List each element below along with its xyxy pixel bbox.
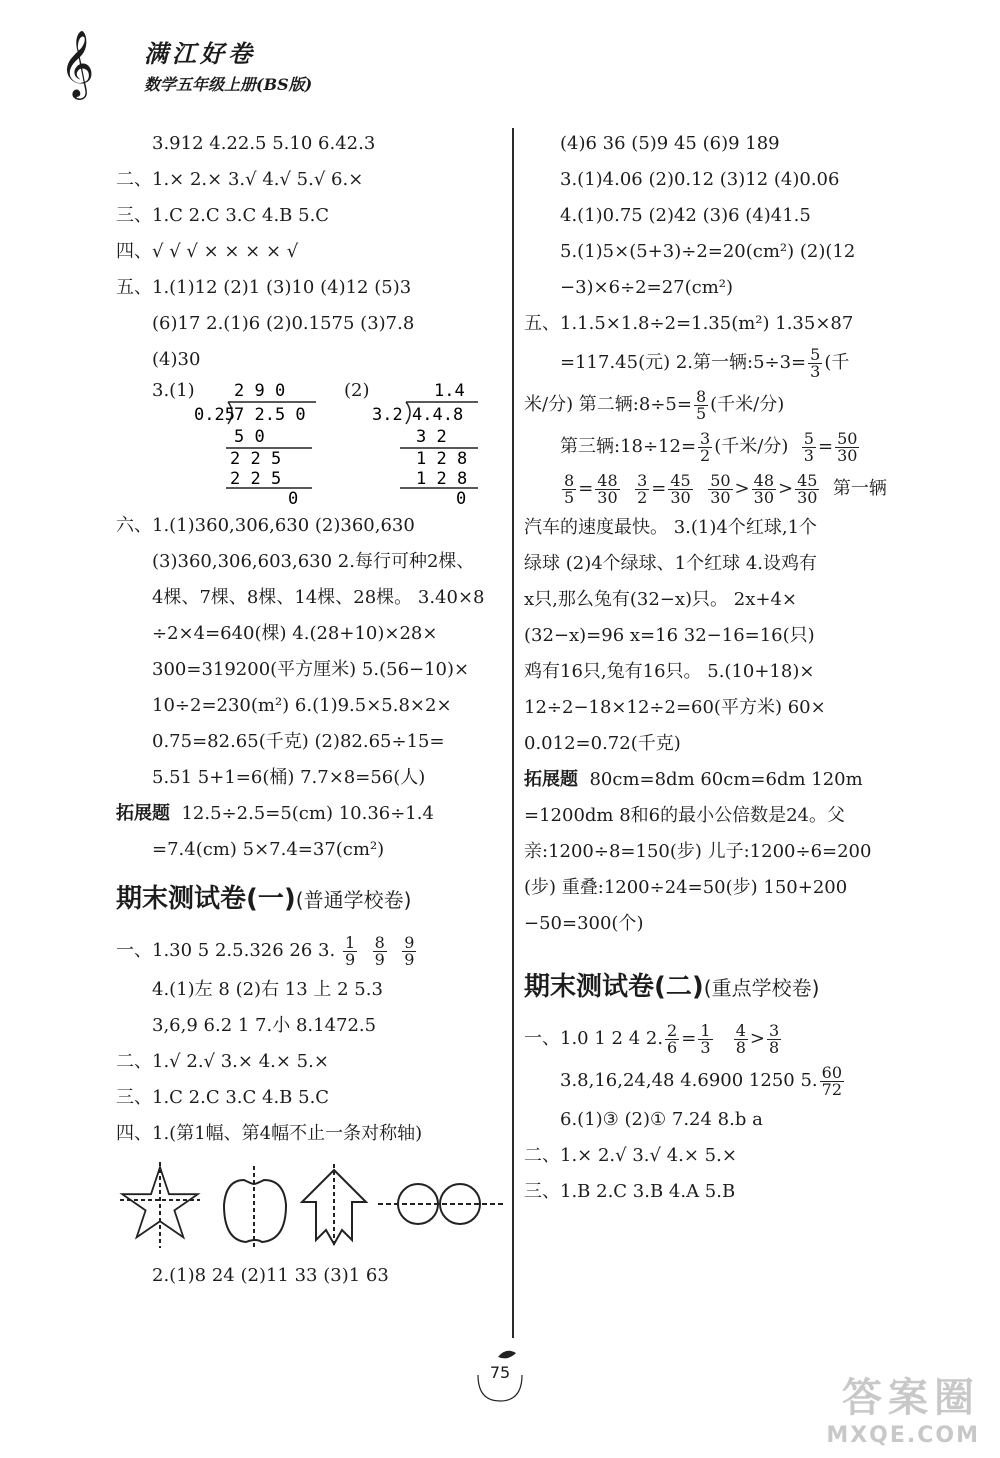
answer-line: 三、1.C 2.C 3.C 4.B 5.C [116, 205, 330, 226]
fraction: $\frac{60}{72}$ [821, 1062, 842, 1099]
step: 3 2 [416, 427, 447, 447]
answer-line: 一、1.0 1 2 4 2. $\frac{2}{6}$ = $\frac{1}{3}$ $\frac{4}{8}$ > $\frac{3}{8}$ [524, 1020, 780, 1057]
answer-line: 5.51 5+1=6(桶) 7.7×8=56(人) [152, 767, 426, 788]
answer-line: 五、1.(1)12 (2)1 (3)10 (4)12 (5)3 [116, 277, 412, 298]
answer-line [524, 342, 924, 384]
fraction: $\frac{3}{2}$ [637, 470, 648, 507]
step: 1 2 8 [416, 469, 468, 489]
fraction: $\frac{50}{30}$ [710, 470, 731, 507]
answer-line: 第三辆:18÷12= $\frac{3}{2}$ (千米/分) $\frac{5}{3}$ = $\frac{50}{30}$ [560, 428, 858, 465]
answer-line [524, 384, 924, 426]
apple-figure [224, 1166, 286, 1248]
answer-line [524, 1060, 924, 1102]
fraction: $\frac{48}{30}$ [753, 470, 774, 507]
answer-line: (4)6 36 (5)9 45 (6)9 189 [560, 133, 780, 154]
answer-line: 10÷2=230(m²) 6.(1)9.5×5.8×2× [152, 695, 452, 716]
answer-line: 0.75=82.65(千克) (2)82.65÷15= [152, 731, 445, 752]
answer-line: 四、√ √ √ × × × × √ [116, 241, 299, 262]
answer-line: 绿球 (2)4个绿球、1个红球 4.设鸡有 [524, 553, 818, 574]
answer-line: 2.(1)8 24 (2)11 33 (3)1 63 [152, 1265, 389, 1286]
answer-line: (4)30 [152, 349, 201, 370]
page-footer [470, 1345, 530, 1405]
answer-text: (千米/分) [710, 394, 785, 415]
answer-line [116, 796, 506, 832]
quotient: 2 9 0 [234, 381, 286, 401]
fraction: $\frac{1}{3}$ [700, 1020, 711, 1057]
answer-line: 鸡有16只,兔有16只。 5.(10+18)× [524, 661, 815, 682]
answer-line: 4棵、7棵、8棵、14棵、28棵。 3.40×8 [152, 587, 485, 608]
answer-line: x只,那么兔有(32−x)只。 2x+4× [524, 589, 797, 610]
fraction: $\frac{8}{9}$ [374, 932, 385, 969]
division-label: 3.(1) [152, 380, 195, 401]
fraction: $\frac{50}{30}$ [837, 428, 858, 465]
fraction: $\frac{45}{30}$ [797, 470, 818, 507]
series-title: 满江好卷 [144, 39, 256, 68]
circles-figure [378, 1184, 504, 1224]
answer-line: =1200dm 8和6的最小公倍数是24。父 [524, 805, 846, 826]
answer-text: =117.45(元) 2.第一辆:5÷3= [560, 352, 807, 373]
fraction: $\frac{3}{8}$ [768, 1020, 780, 1057]
answer-line: 二、1.√ 2.√ 3.× 4.× 5.× [116, 1051, 329, 1072]
fraction: $\frac{2}{6}$ [667, 1020, 678, 1057]
answer-line: 3.912 4.22.5 5.10 6.42.3 [152, 133, 376, 154]
answer-line: −50=300(个) [524, 913, 644, 934]
answer-line: (3)360,306,603,630 2.每行可种2棵、 [152, 551, 475, 572]
remainder: 0 [288, 489, 299, 508]
answer-line [524, 762, 924, 798]
dividend: 4.4.8 [412, 405, 464, 425]
answer-line: 6.(1)③ (2)① 7.24 8.b a [560, 1109, 763, 1130]
answer-line: (步) 重叠:1200÷24=50(步) 150+200 [524, 877, 848, 898]
answer-line: 0.012=0.72(千克) [524, 733, 681, 754]
answer-line: $\frac{8}{5}$ = $\frac{48}{30}$ $\frac{3}{2}$ = $\frac{45}{30}$ $\frac{50}{30}$ > $\frac{48}{30}$ > $\frac{45}{30}$ 第一辆 [564, 470, 887, 507]
answer-line: 3,6,9 6.2 1 7.小 8.1472.5 [152, 1015, 377, 1036]
answer-line: 3.(1)4.06 (2)0.12 (3)12 (4)0.06 [560, 169, 840, 190]
division-one [194, 381, 316, 508]
fraction: $\frac{5}{3}$ [810, 344, 821, 381]
divisor: 0.25 [194, 405, 235, 425]
step: 5 0 [234, 427, 265, 447]
watermark [826, 1366, 980, 1448]
dividend: 7 2.5 0 [234, 405, 306, 425]
section-title-text: 期末测试卷(一) [116, 884, 296, 914]
answer-line: 五、1.1.5×1.8÷2=1.35(m²) 1.35×87 [524, 313, 854, 334]
section-title-note: (普通学校卷) [295, 888, 412, 912]
answer-line: 二、1.× 2.× 3.√ 4.√ 5.√ 6.× [116, 169, 364, 190]
answer-line: (32−x)=96 x=16 32−16=16(只) [524, 625, 815, 646]
answer-line: 汽车的速度最快。 3.(1)4个红球,1个 [524, 517, 818, 538]
answer-line: 4.(1)0.75 (2)42 (3)6 (4)41.5 [560, 205, 811, 226]
step: 2 2 5 [230, 469, 282, 489]
page-header [60, 28, 480, 108]
section-title-exam-two [524, 956, 924, 1018]
answer-text: 一、1.0 1 2 4 2. [524, 1028, 664, 1049]
fraction: $\frac{8}{5}$ [564, 470, 575, 507]
quotient: 1.4 [434, 381, 465, 401]
answer-line [116, 930, 506, 972]
fraction: $\frac{9}{9}$ [404, 932, 415, 969]
watermark-logo: 答案圈 [842, 1375, 980, 1421]
answer-line: ÷2×4=640(棵) 4.(28+10)×28× [152, 623, 438, 644]
music-clef-icon: 𝄞 [60, 29, 95, 97]
answer-line: 三、1.B 2.C 3.B 4.A 5.B [524, 1181, 736, 1202]
symmetry-figures-drawing [116, 1160, 506, 1250]
answer-line: 二、1.× 2.√ 3.√ 4.× 5.× [524, 1145, 737, 1166]
answer-text: 米/分) 第二辆:8÷5= [524, 394, 692, 415]
answer-line: 亲:1200÷8=150(步) 儿子:1200÷6=200 [524, 841, 872, 862]
fraction: $\frac{1}{9}$ [344, 932, 356, 969]
answer-line: 三、1.C 2.C 3.C 4.B 5.C [116, 1087, 330, 1108]
extension-text: 80cm=8dm 60cm=6dm 120m [589, 769, 863, 790]
answer-line: =7.4(cm) 5×7.4=37(cm²) [152, 839, 385, 860]
remainder: 0 [456, 489, 467, 508]
symmetry-figures [116, 1160, 506, 1250]
step: 2 2 5 [230, 449, 282, 469]
watermark-url: MXQE.COM [826, 1423, 980, 1448]
arrow-figure [302, 1164, 366, 1248]
answer-line: 六、1.(1)360,306,630 (2)360,630 [116, 515, 415, 536]
answer-line: −3)×6÷2=27(cm²) [560, 277, 734, 298]
fraction: $\frac{4}{8}$ [735, 1020, 746, 1057]
star-figure [120, 1162, 200, 1248]
answer-line: 5.(1)5×(5+3)÷2=20(cm²) (2)(12 [560, 241, 856, 262]
divisor: 3.2 [372, 405, 403, 425]
answer-line: 四、1.(第1幅、第4幅不止一条对称轴) [116, 1123, 423, 1144]
division-two [372, 381, 478, 508]
answer-line: (6)17 2.(1)6 (2)0.1575 (3)7.8 [152, 313, 415, 334]
extension-label: 拓展题 [116, 803, 170, 824]
answer-line: 4.(1)左 8 (2)右 13 上 2 5.3 [152, 979, 383, 1000]
fraction: $\frac{5}{3}$ [803, 428, 814, 465]
long-division-diagram [116, 378, 506, 508]
answer-text: (千 [824, 352, 850, 373]
answer-line: 300=319200(平方厘米) 5.(56−10)× [152, 659, 470, 680]
section-title-note: (重点学校卷) [703, 976, 820, 1000]
extension-label: 拓展题 [524, 769, 578, 790]
answer-text: (千米/分) [714, 436, 789, 457]
extension-text: 12.5÷2.5=5(cm) 10.36÷1.4 [181, 803, 434, 824]
right-column [524, 126, 924, 1210]
answer-text: 第三辆:18÷12= [560, 436, 697, 457]
answer-text: 3.8,16,24,48 4.6900 1250 5. [560, 1070, 818, 1091]
fraction: $\frac{48}{30}$ [597, 470, 618, 507]
section-title-exam-one [116, 868, 506, 930]
fraction: $\frac{3}{2}$ [700, 428, 711, 465]
division-label: (2) [344, 380, 370, 401]
column-divider [512, 128, 514, 1338]
fraction: $\frac{45}{30}$ [670, 470, 691, 507]
left-column [116, 126, 506, 1294]
answer-text: 一、1.30 5 2.5.326 26 3. [116, 940, 336, 961]
answer-line: 12÷2−18×12÷2=60(平方米) 60× [524, 697, 826, 718]
long-division-block [116, 378, 506, 508]
answer-text: 第一辆 [832, 478, 887, 499]
section-title-text: 期末测试卷(二) [524, 972, 704, 1002]
step: 1 2 8 [416, 449, 468, 469]
page-number: 75 [489, 1363, 511, 1382]
fraction: $\frac{8}{5}$ [695, 386, 707, 423]
book-subtitle: 数学五年级上册(BS版) [144, 75, 313, 94]
